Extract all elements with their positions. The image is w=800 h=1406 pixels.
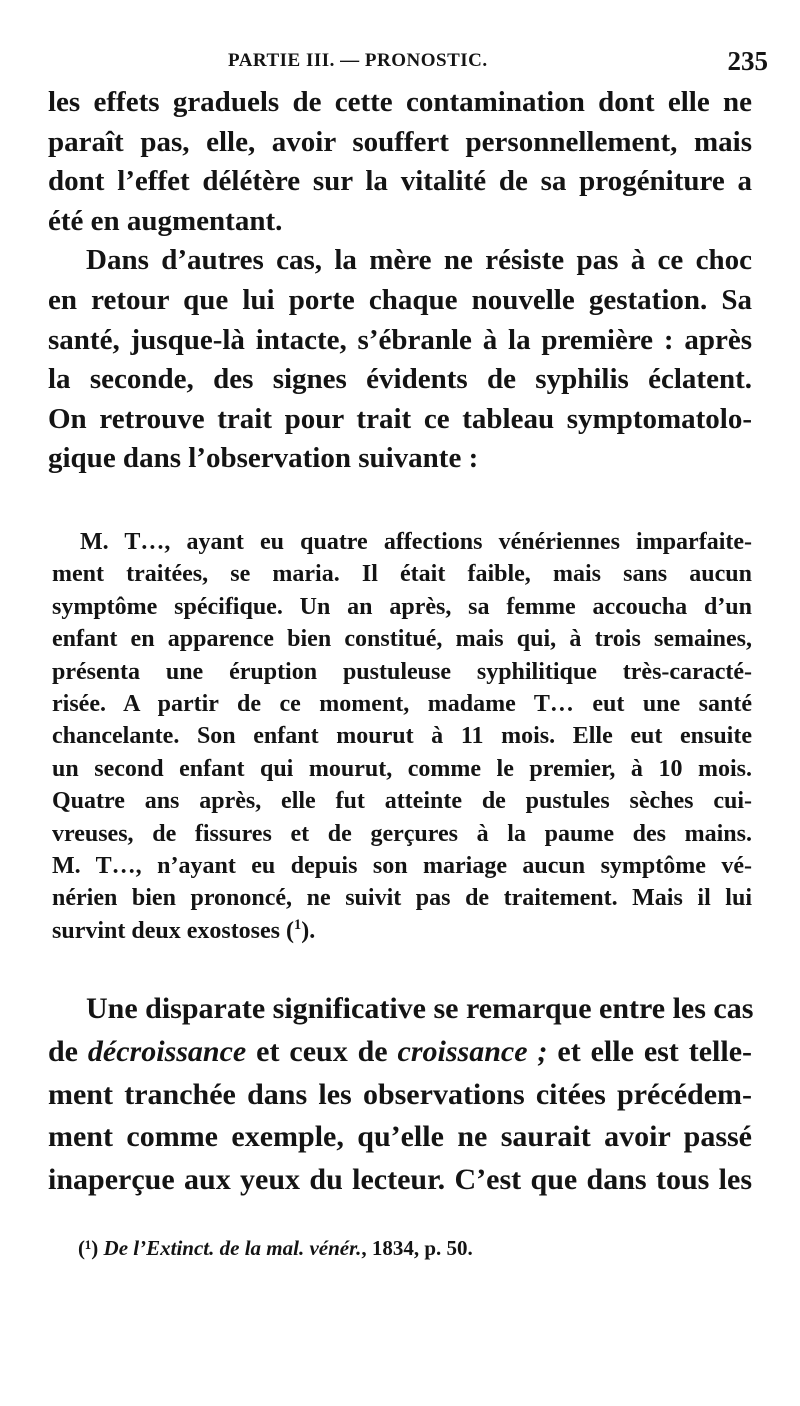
observation-line: nérien bien prononcé, ne suivit pas de traitement. Mais il lui xyxy=(52,885,752,912)
observation-line: ment traitées, se maria. Il était faible, mais sans aucun xyxy=(52,561,752,588)
observation-line: risée. A partir de ce moment, madame T… eut une santé xyxy=(52,690,752,717)
observation-line: vreuses, de fissures et de gerçures à la paume des mains. xyxy=(52,820,752,847)
text-line: la seconde, des signes évidents de syphilis éclatent. xyxy=(48,363,752,396)
text-line: On retrouve trait pour trait ce tableau symptomatolo- xyxy=(48,402,752,435)
running-title: PARTIE III. — PRONOSTIC. xyxy=(228,50,488,71)
footnote-marker: (¹) xyxy=(78,1236,99,1260)
paragraph-continuation xyxy=(48,83,752,241)
text-span: et ceux de xyxy=(246,1034,398,1068)
running-head xyxy=(46,46,768,76)
text-line: paraît pas, elle, avoir souffert personnellement, mais xyxy=(48,125,752,158)
italic-term-croissance: croissance ; xyxy=(397,1034,548,1068)
text-line: les effets graduels de cette contamination dont elle ne xyxy=(48,86,752,118)
observation-line: M. T…, n’ayant eu depuis son mariage aucun symptôme vé- xyxy=(52,852,752,879)
page-number: 235 xyxy=(727,46,768,76)
text-line: dont l’effet délétère sur la vitalité de sa progéniture a xyxy=(48,165,752,198)
observation-line: M. T…, ayant eu quatre affections vénériennes imparfaite- xyxy=(80,529,752,555)
closing-paragraph xyxy=(48,988,752,1202)
text-line: inaperçue aux yeux du lecteur. C’est que dans tous les xyxy=(48,1163,752,1197)
footnote-title: De l’Extinct. de la mal. vénér. xyxy=(103,1236,362,1260)
text-line: été en augmentant. xyxy=(48,204,283,237)
text-line: ment tranchée dans les observations citées précédem- xyxy=(48,1077,752,1111)
text-line: gique dans l’observation suivante : xyxy=(48,442,479,475)
footnote-rest: , 1834, p. 50. xyxy=(361,1236,473,1260)
text-line: ment comme exemple, qu’elle ne saurait avoir passé xyxy=(48,1120,752,1154)
text-span: et elle est telle- xyxy=(547,1034,753,1068)
observation-line-text: survint deux exostoses xyxy=(52,917,281,944)
observation-line: enfant en apparence bien constitué, mais qui, à trois semaines, xyxy=(52,626,752,653)
observation-line: un second enfant qui mourut, comme le premier, à 10 mois. xyxy=(52,755,752,782)
observation-line: chancelante. Son enfant mourut à 11 mois. Elle eut ensuite xyxy=(52,723,752,750)
observation-line: symptôme spécifique. Un an après, sa femme accoucha d’un xyxy=(52,593,752,620)
text-line: Dans d’autres cas, la mère ne résiste pas à ce choc xyxy=(86,244,752,277)
observation-line: Quatre ans après, elle fut atteinte de pustules sèches cui- xyxy=(52,788,752,815)
paragraph xyxy=(48,241,752,479)
text-span: de xyxy=(48,1034,88,1068)
text-line: Une disparate significative se remarque entre les cas xyxy=(86,992,754,1025)
footnote xyxy=(78,1236,473,1261)
footnote-reference: 1 xyxy=(294,916,302,933)
text-line: santé, jusque-là intacte, s’ébranle à la première : après xyxy=(48,323,752,356)
observation-closing: ). xyxy=(301,917,316,944)
italic-term-decroissance: décroissance xyxy=(87,1034,247,1068)
observation-line: présenta une éruption pustuleuse syphilitique très-caracté- xyxy=(52,658,752,685)
text-line-mixed xyxy=(48,1031,752,1074)
body-text xyxy=(48,83,752,479)
observation-block xyxy=(52,526,752,947)
text-line: en retour que lui porte chaque nouvelle gestation. Sa xyxy=(48,283,752,316)
observation-last-line: survint deux exostoses ($^1$). xyxy=(52,916,316,944)
